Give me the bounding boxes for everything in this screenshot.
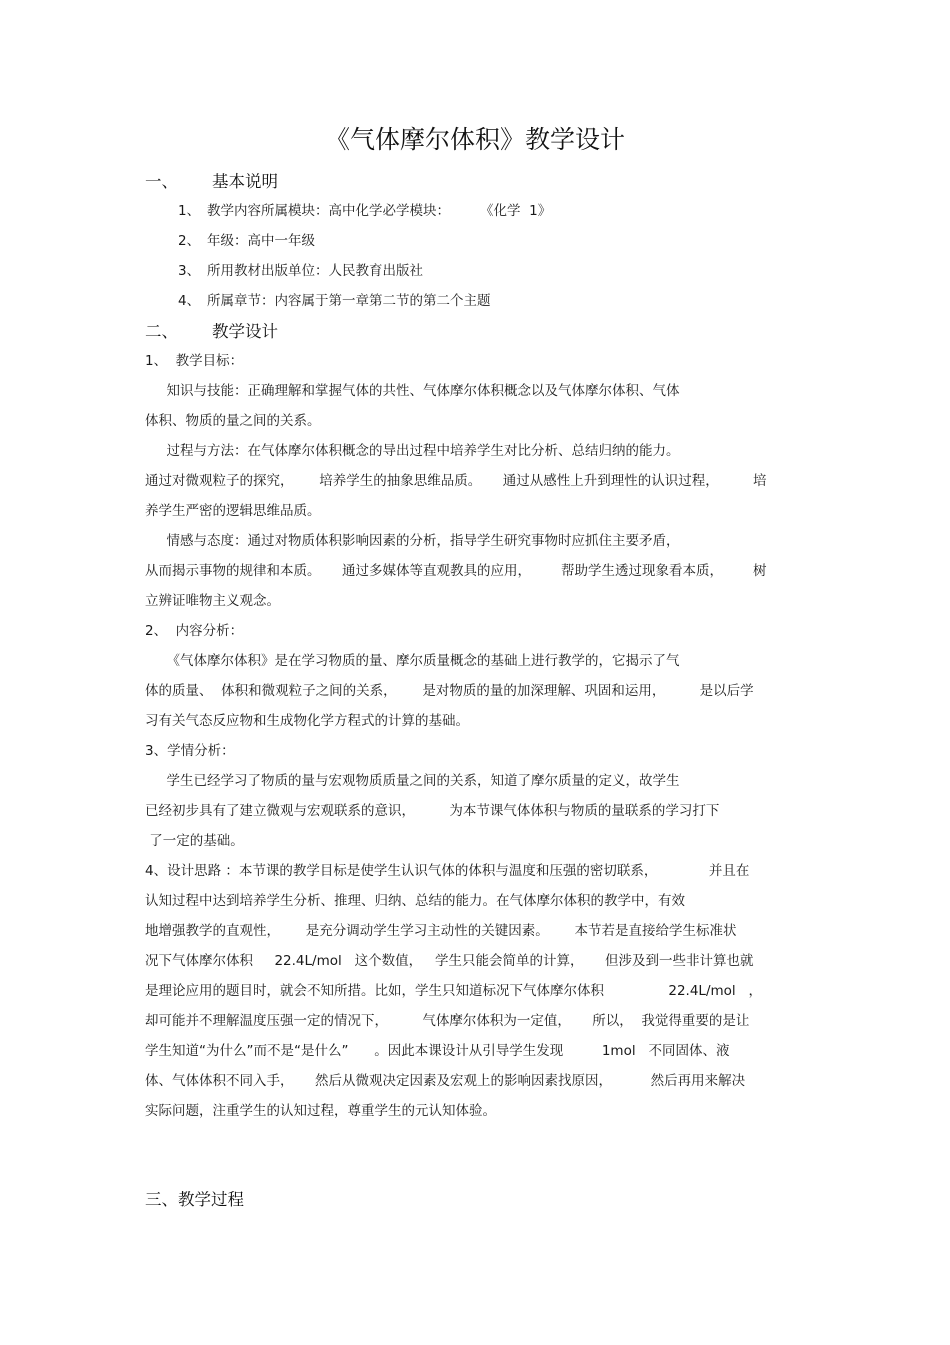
body-line: 知识与技能：正确理解和掌握气体的共性、气体摩尔体积概念以及气体摩尔体积、气体 (145, 383, 680, 399)
section-1-item-1-number: 1、 (178, 203, 201, 219)
body-line: 通过对微观粒子的探究， 培养学生的抽象思维品质。 通过从感性上升到理性的认识过程， 培 (145, 473, 767, 489)
body-line: 却可能并不理解温度压强一定的情况下， 气体摩尔体积为一定值， 所以， 我觉得重要的是让 (145, 1013, 750, 1029)
section-2-number: 二、 (145, 322, 178, 341)
section-1-number: 一、 (145, 172, 178, 191)
body-line: 体积、物质的量之间的关系。 (145, 413, 321, 429)
body-line: 体的质量、 体积和微观粒子之间的关系， 是对物质的量的加深理解、巩固和运用， 是以后学 (145, 683, 754, 699)
body-line: 认知过程中达到培养学生分析、推理、归纳、总结的能力。在气体摩尔体积的教学中，有效 (145, 893, 685, 909)
body-line: 4、设计思路 ：本节课的教学目标是使学生认识气体的体积与温度和压强的密切联系， 并且在 (145, 863, 750, 879)
body-line: 《气体摩尔体积》是在学习物质的量、摩尔质量概念的基础上进行教学的，它揭示了气 (145, 653, 680, 669)
section-3-heading: 三、教学过程 (145, 1190, 244, 1209)
body-line: 学生知道“为什么”而不是“是什么” 。因此本课设计从引导学生发现 1mol 不同固体、液 (145, 1043, 730, 1059)
section-1-item-3-text: 所用教材出版单位：人民教育出版社 (207, 263, 423, 279)
section-1-heading: 基本说明 (212, 172, 278, 191)
section-1-item-4-number: 4、 (178, 293, 201, 309)
body-line: 从而揭示事物的规律和本质。 通过多媒体等直观教具的应用， 帮助学生透过现象看本质， 树 (145, 563, 767, 579)
section-2-heading: 教学设计 (212, 322, 278, 341)
body-line: 已经初步具有了建立微观与宏观联系的意识， 为本节课气体体积与物质的量联系的学习打下 (145, 803, 720, 819)
body-line: 养学生严密的逻辑思维品质。 (145, 503, 321, 519)
section-1-item-1-text: 教学内容所属模块：高中化学必学模块： 《化学 1》 (207, 203, 552, 219)
body-line: 况下气体摩尔体积 22.4L/mol 这个数值， 学生只能会简单的计算， 但涉及到一些非计算也就 (145, 953, 754, 969)
document-title: 《气体摩尔体积》教学设计 (324, 125, 625, 154)
body-line: 1、 教学目标： (145, 353, 244, 369)
body-line: 学生已经学习了物质的量与宏观物质质量之间的关系，知道了摩尔质量的定义，故学生 (145, 773, 680, 789)
body-line: 体、气体体积不同入手， 然后从微观决定因素及宏观上的影响因素找原因， 然后再用来解决 (145, 1073, 746, 1089)
section-1-item-2-text: 年级：高中一年级 (207, 233, 315, 249)
body-line: 过程与方法：在气体摩尔体积概念的导出过程中培养学生对比分析、总结归纳的能力。 (145, 443, 680, 459)
body-line: 是理论应用的题目时，就会不知所措。比如，学生只知道标况下气体摩尔体积 22.4L/mol ， (145, 983, 763, 999)
body-line: 实际问题，注重学生的认知过程，尊重学生的元认知体验。 (145, 1103, 496, 1119)
body-line: 地增强教学的直观性， 是充分调动学生学习主动性的关键因素。 本节若是直接给学生标准状 (145, 923, 737, 939)
section-1-item-4-text: 所属章节：内容属于第一章第二节的第二个主题 (207, 293, 491, 309)
body-line: 立辨证唯物主义观念。 (145, 593, 280, 609)
body-line: 了一定的基础。 (145, 833, 244, 849)
section-1-item-3-number: 3、 (178, 263, 201, 279)
body-line: 2、 内容分析： (145, 623, 244, 639)
body-line: 3、学情分析： (145, 743, 235, 759)
body-line: 习有关气态反应物和生成物化学方程式的计算的基础。 (145, 713, 469, 729)
section-1-item-2-number: 2、 (178, 233, 201, 249)
body-line: 情感与态度：通过对物质体积影响因素的分析，指导学生研究事物时应抓住主要矛盾， (145, 533, 680, 549)
